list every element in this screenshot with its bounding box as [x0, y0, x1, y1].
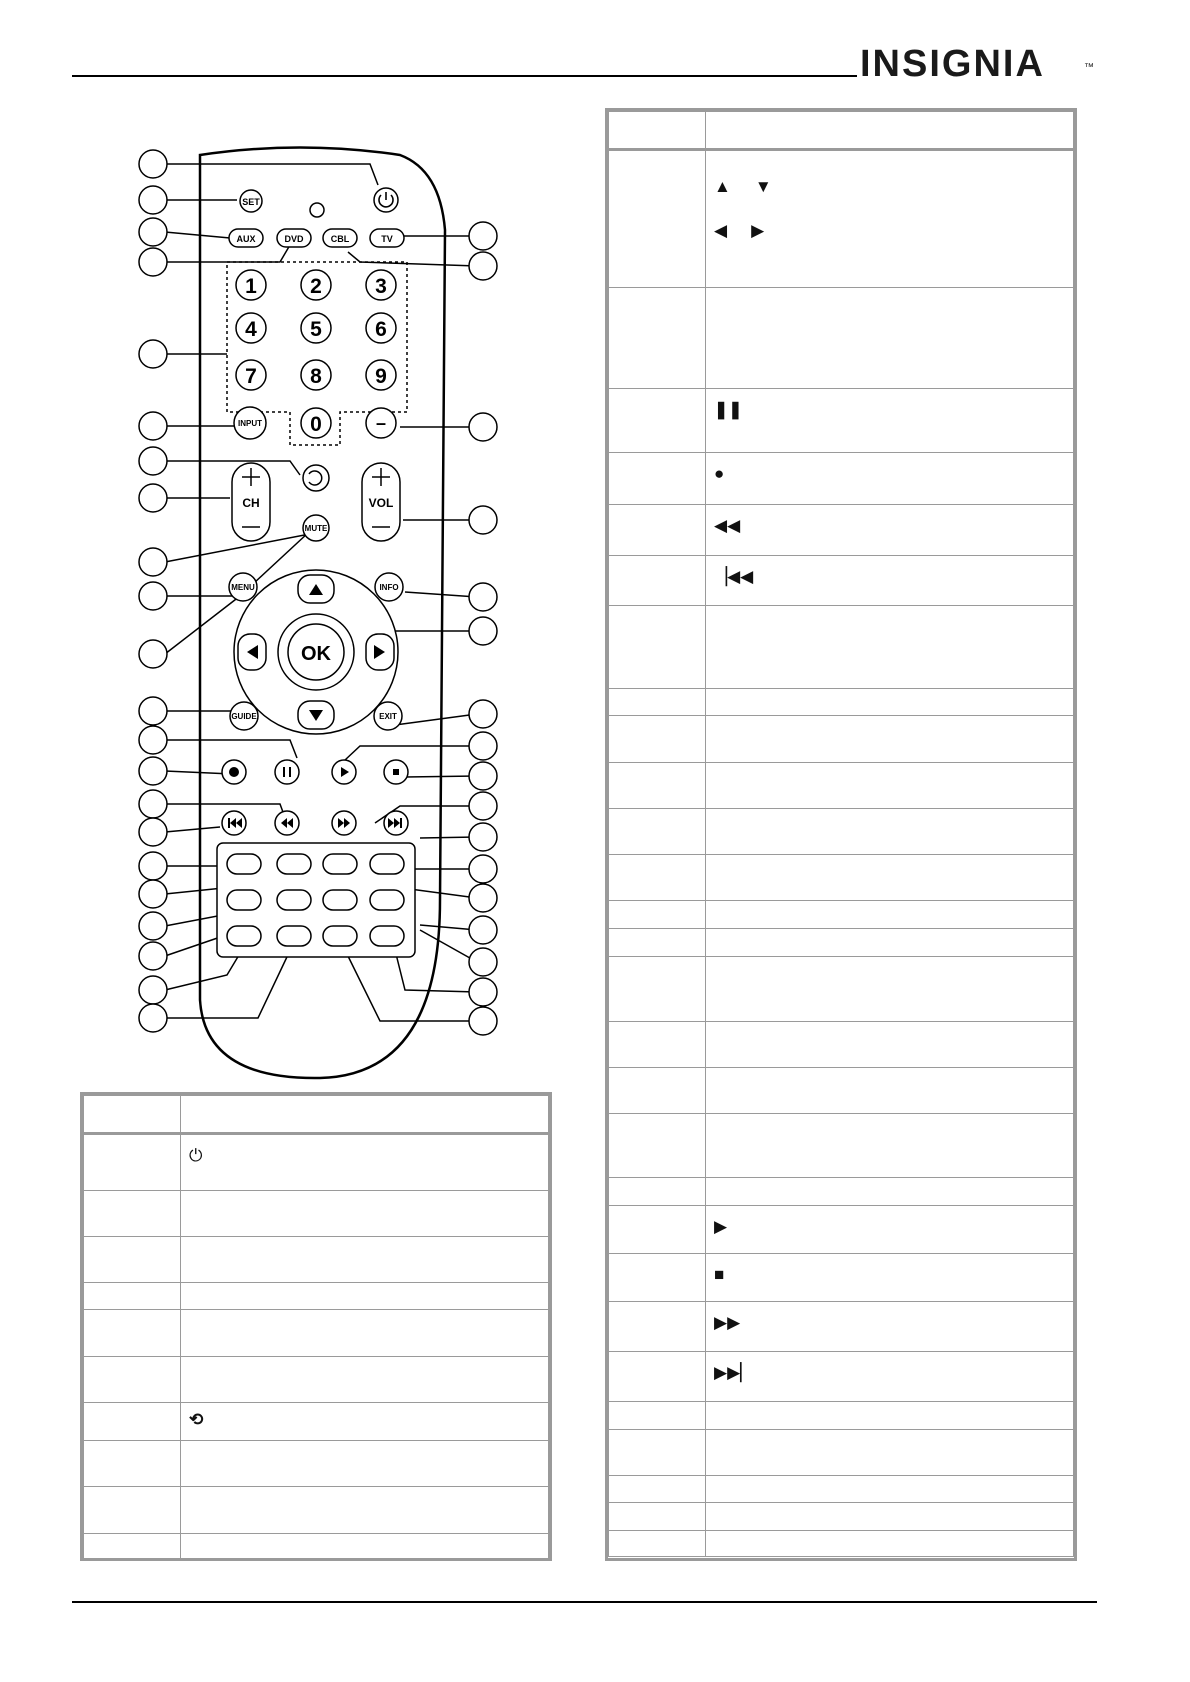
panel-button-r1c1[interactable]	[227, 854, 261, 874]
rewind-button[interactable]	[275, 811, 299, 835]
rewind-icon: ◀◀	[714, 516, 741, 535]
panel-button-r1c4[interactable]	[370, 854, 404, 874]
digit-button-2[interactable]	[301, 270, 331, 300]
panel-button-r1c3[interactable]	[323, 854, 357, 874]
table-row	[609, 1114, 1074, 1178]
dvd-button[interactable]	[277, 229, 311, 247]
led-indicator	[310, 203, 324, 217]
table-row	[609, 288, 1074, 389]
cbl-label: CBL	[330, 234, 350, 244]
mute-label: MUTE	[304, 524, 328, 533]
dash-button[interactable]	[366, 408, 396, 438]
table-row	[609, 150, 1074, 288]
table-row	[84, 1441, 549, 1487]
table-row	[609, 606, 1074, 689]
table-row	[84, 1283, 549, 1310]
digit-button-4[interactable]	[236, 313, 266, 343]
table-header-row	[609, 112, 1074, 150]
digit-button-0[interactable]	[301, 408, 331, 438]
guide-label: GUIDE	[231, 712, 257, 721]
info-button[interactable]	[375, 573, 403, 601]
dash-label: –	[375, 413, 387, 433]
digit-label: 7	[245, 365, 257, 388]
pause-icon: ❚❚	[714, 400, 743, 419]
table-row	[84, 1403, 549, 1441]
fast-forward-icon: ▶▶	[714, 1313, 741, 1332]
menu-button[interactable]	[229, 573, 257, 601]
skip-next-icon: ▶▶▏	[714, 1363, 754, 1382]
exit-button[interactable]	[374, 702, 402, 730]
table-row	[609, 1476, 1074, 1503]
digit-button-1[interactable]	[236, 270, 266, 300]
exit-label: EXIT	[379, 712, 397, 721]
guide-button[interactable]	[230, 702, 258, 730]
table-row	[609, 809, 1074, 855]
ok-button[interactable]	[278, 614, 354, 690]
play-icon: ▶	[714, 1217, 728, 1236]
panel-button-r2c1[interactable]	[227, 890, 261, 910]
table-row	[609, 556, 1074, 606]
table-row	[609, 1254, 1074, 1302]
previous-button[interactable]	[222, 811, 246, 835]
table-row	[609, 1503, 1074, 1531]
arrow-down-icon: ▼	[754, 177, 772, 196]
table-row	[84, 1134, 549, 1191]
set-label: SET	[242, 197, 260, 207]
table-row	[84, 1487, 549, 1534]
digit-label: 3	[375, 275, 387, 298]
table-row	[609, 763, 1074, 809]
digit-label: 5	[310, 318, 322, 341]
table-row	[609, 1531, 1074, 1557]
volume-rocker[interactable]	[362, 463, 400, 541]
left-button[interactable]	[238, 634, 266, 670]
digit-label: 2	[310, 275, 322, 298]
table-row	[609, 1352, 1074, 1402]
footer-rule	[72, 1601, 1097, 1603]
next-button[interactable]	[384, 811, 408, 835]
play-button[interactable]	[332, 760, 356, 784]
digit-button-9[interactable]	[366, 360, 396, 390]
panel-button-r2c2[interactable]	[277, 890, 311, 910]
stop-icon	[393, 769, 399, 775]
arrow-left-icon: ◀	[714, 221, 728, 240]
input-label: INPUT	[238, 419, 262, 428]
up-button[interactable]	[298, 575, 334, 603]
panel-button-r3c1[interactable]	[227, 926, 261, 946]
repeat-icon: ⟲	[189, 1410, 204, 1429]
record-icon: ●	[714, 464, 725, 483]
record-icon	[229, 767, 239, 777]
vol-label: VOL	[368, 496, 394, 510]
table-row	[609, 929, 1074, 957]
aux-label: AUX	[236, 234, 256, 244]
left-button-table	[80, 1092, 552, 1561]
table-row	[609, 1402, 1074, 1430]
digit-label: 8	[310, 365, 322, 388]
ch-label: CH	[242, 496, 260, 510]
panel-button-r3c3[interactable]	[323, 926, 357, 946]
digit-label: 0	[310, 413, 322, 436]
panel-button-r3c2[interactable]	[277, 926, 311, 946]
digit-label: 6	[375, 318, 387, 341]
table-row	[609, 1022, 1074, 1068]
digit-label: 9	[375, 365, 387, 388]
table-row	[609, 389, 1074, 453]
panel-button-r2c3[interactable]	[323, 890, 357, 910]
table-row	[609, 855, 1074, 901]
menu-label: MENU	[231, 583, 255, 592]
power-icon: ⏻	[189, 1146, 203, 1165]
table-row	[609, 689, 1074, 716]
table-row	[609, 453, 1074, 505]
digit-button-8[interactable]	[301, 360, 331, 390]
panel-button-r2c4[interactable]	[370, 890, 404, 910]
set-button[interactable]	[240, 190, 262, 212]
digit-button-6[interactable]	[366, 313, 396, 343]
digit-button-5[interactable]	[301, 313, 331, 343]
digit-button-7[interactable]	[236, 360, 266, 390]
table-row	[609, 1430, 1074, 1476]
pause-button[interactable]	[275, 760, 299, 784]
fast-forward-button[interactable]	[332, 811, 356, 835]
right-button[interactable]	[366, 634, 394, 670]
callout-circles-right	[469, 222, 497, 1035]
digit-button-3[interactable]	[366, 270, 396, 300]
arrow-right-icon: ▶	[751, 221, 765, 240]
aux-button[interactable]	[229, 229, 263, 247]
table-row	[609, 716, 1074, 763]
power-button[interactable]	[374, 188, 398, 212]
stop-button[interactable]	[384, 760, 408, 784]
mute-button[interactable]	[303, 515, 329, 541]
table-row	[84, 1534, 549, 1560]
insignia-logo	[860, 44, 1100, 84]
table-header-row	[84, 1096, 549, 1134]
tv-label: TV	[381, 234, 393, 244]
table-row	[609, 505, 1074, 556]
remote-illustration	[0, 0, 560, 1080]
right-button-table	[605, 108, 1077, 1561]
skip-previous-icon: ▕◀◀	[714, 567, 754, 586]
callout-circles-left	[139, 150, 167, 1032]
table-row	[609, 901, 1074, 929]
table-row	[84, 1237, 549, 1283]
table-row	[84, 1310, 549, 1357]
digit-label: 1	[245, 275, 257, 298]
table-row	[84, 1191, 549, 1237]
table-row	[609, 1068, 1074, 1114]
digit-label: 4	[245, 318, 257, 341]
brand-name: INSIGNIA	[860, 43, 1045, 85]
record-button[interactable]	[222, 760, 246, 784]
pause-icon	[283, 767, 285, 777]
cbl-button[interactable]	[323, 229, 357, 247]
arrow-up-icon: ▲	[714, 177, 731, 196]
recall-button[interactable]	[303, 465, 329, 491]
dvd-label: DVD	[284, 234, 304, 244]
tv-button[interactable]	[370, 229, 404, 247]
stop-icon: ■	[714, 1265, 725, 1284]
table-row	[609, 1178, 1074, 1206]
down-button[interactable]	[298, 701, 334, 729]
input-button[interactable]	[234, 407, 266, 439]
trademark-mark: ™	[1084, 62, 1094, 73]
info-label: INFO	[379, 583, 399, 592]
table-row	[609, 1206, 1074, 1254]
ok-label: OK	[301, 643, 331, 665]
table-row	[609, 1302, 1074, 1352]
table-row	[84, 1357, 549, 1403]
panel-button-r1c2[interactable]	[277, 854, 311, 874]
panel-button-r3c4[interactable]	[370, 926, 404, 946]
table-row	[609, 957, 1074, 1022]
channel-rocker[interactable]	[232, 463, 270, 541]
